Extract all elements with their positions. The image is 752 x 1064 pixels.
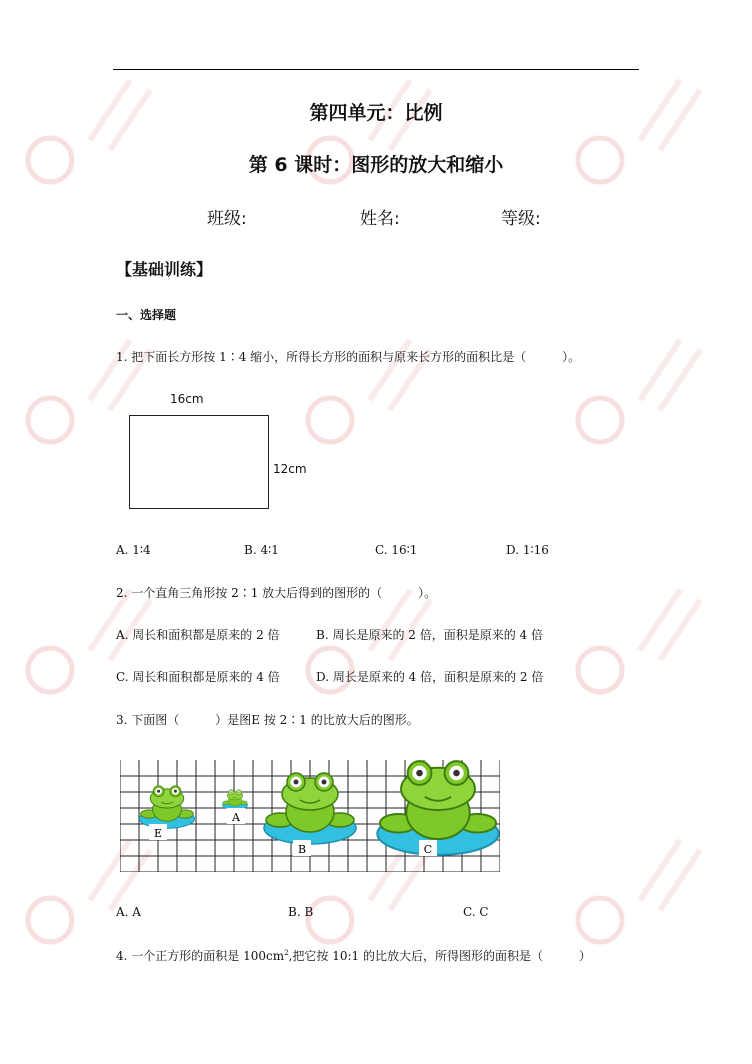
question-4-text-after: ,把它按 10:1 的比放大后，所得图形的面积是（ ） <box>288 949 591 963</box>
rectangle-figure <box>129 415 269 509</box>
q1-option-a: A. 1∶4 <box>116 543 151 557</box>
class-label: 班级: <box>207 209 247 229</box>
q3-option-b: B. B <box>288 905 314 919</box>
q1-option-d: D. 1∶16 <box>506 543 549 557</box>
question-1: 1. 把下面长方形按 1∶4 缩小，所得长方形的面积与原来长方形的面积比是（ ）。 <box>116 350 581 364</box>
frog-grid-figure <box>120 760 500 872</box>
header-rule <box>113 69 639 70</box>
q2-option-c: C. 周长和面积都是原来的 4 倍 <box>116 670 280 684</box>
subsection-title: 一、选择题 <box>116 308 177 322</box>
rect-height-label: 12cm <box>273 462 307 476</box>
q1-option-c: C. 16∶1 <box>375 543 418 557</box>
figure-label-e: E <box>153 827 163 840</box>
question-4-text-before: 4. 一个正方形的面积是 100cm <box>116 949 285 963</box>
q2-option-b: B. 周长是原来的 2 倍，面积是原来的 4 倍 <box>316 628 543 642</box>
figure-label-b: B <box>297 843 307 856</box>
question-4-superscript: 2 <box>284 949 289 957</box>
question-2: 2. 一个直角三角形按 2∶1 放大后得到的图形的（ ）。 <box>116 586 437 600</box>
q3-option-c: C. C <box>463 905 489 919</box>
grade-label: 等级: <box>501 209 541 229</box>
rect-width-label: 16cm <box>170 392 204 406</box>
q2-option-a: A. 周长和面积都是原来的 2 倍 <box>116 628 280 642</box>
unit-title: 第四单元：比例 <box>309 102 443 124</box>
q1-option-b: B. 4∶1 <box>244 543 279 557</box>
q3-option-a: A. A <box>116 905 141 919</box>
question-3: 3. 下面图（ ）是图E 按 2∶1 的比放大后的图形。 <box>116 713 419 727</box>
q2-option-d: D. 周长是原来的 4 倍，面积是原来的 2 倍 <box>316 670 544 684</box>
figure-label-a: A <box>232 811 240 824</box>
lesson-title: 第 6 课时：图形的放大和缩小 <box>248 154 504 176</box>
name-label: 姓名: <box>360 209 400 229</box>
question-4 <box>116 947 591 964</box>
figure-label-c: C <box>423 843 433 856</box>
section-title: 【基础训练】 <box>116 260 213 279</box>
